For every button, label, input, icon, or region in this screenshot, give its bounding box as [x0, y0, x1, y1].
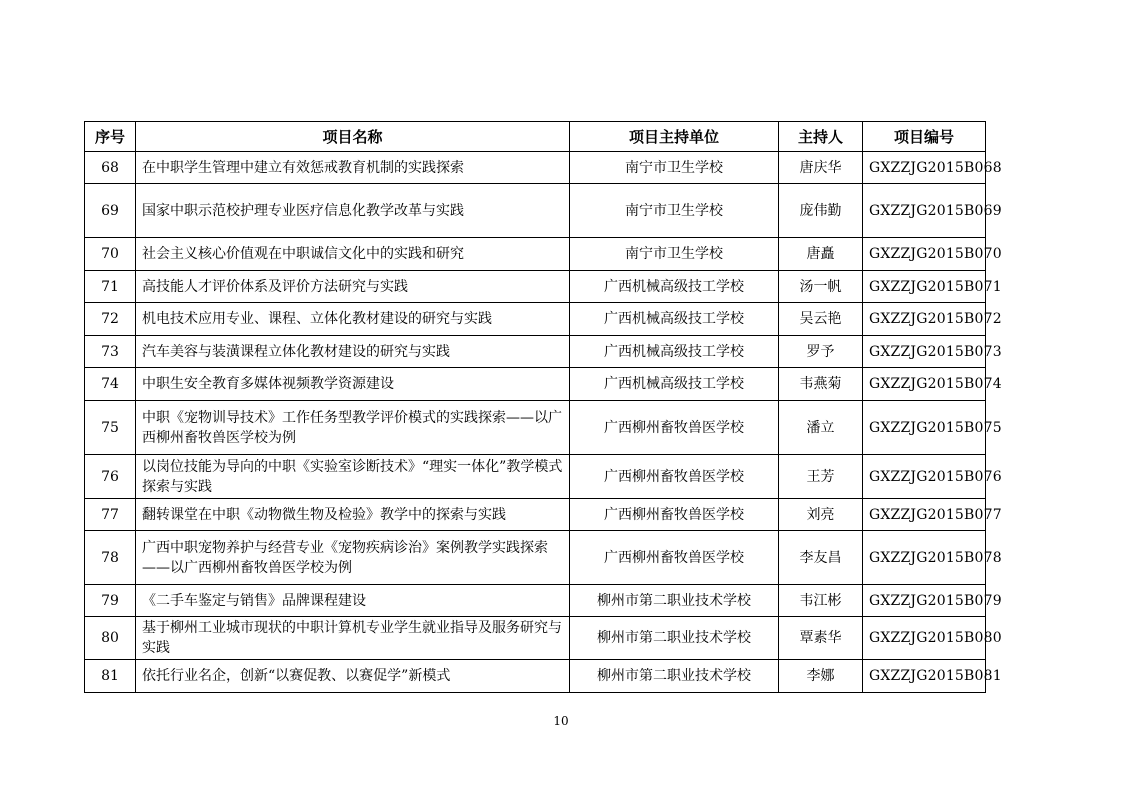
table-header-row	[85, 122, 986, 152]
project-table	[84, 121, 1002, 693]
row-unit: 广西柳州畜牧兽医学校	[570, 401, 779, 455]
row-host: 潘立	[779, 401, 863, 455]
row-code: GXZZJG2015B078	[863, 531, 986, 585]
header-name: 项目名称	[136, 122, 570, 152]
row-code: GXZZJG2015B070	[863, 238, 986, 271]
row-host: 刘亮	[779, 499, 863, 531]
table-row	[85, 531, 986, 585]
row-project-name: 《二手车鉴定与销售》品牌课程建设	[136, 585, 570, 617]
row-unit: 柳州市第二职业技术学校	[570, 617, 779, 660]
row-project-name: 高技能人才评价体系及评价方法研究与实践	[136, 271, 570, 303]
table-row	[85, 660, 986, 693]
table-row	[85, 455, 986, 499]
table-row	[85, 184, 986, 238]
row-project-name: 机电技术应用专业、课程、立体化教材建设的研究与实践	[136, 303, 570, 336]
row-unit: 南宁市卫生学校	[570, 152, 779, 184]
table-row	[85, 368, 986, 401]
row-code: GXZZJG2015B073	[863, 336, 986, 368]
row-code: GXZZJG2015B068	[863, 152, 986, 184]
row-unit: 南宁市卫生学校	[570, 238, 779, 271]
row-host: 韦江彬	[779, 585, 863, 617]
table-row	[85, 499, 986, 531]
row-unit: 南宁市卫生学校	[570, 184, 779, 238]
row-project-name: 在中职学生管理中建立有效惩戒教育机制的实践探索	[136, 152, 570, 184]
row-host: 庞伟勤	[779, 184, 863, 238]
row-project-name: 中职生安全教育多媒体视频教学资源建设	[136, 368, 570, 401]
row-host: 汤一帆	[779, 271, 863, 303]
row-seq: 81	[85, 660, 136, 693]
row-project-name: 国家中职示范校护理专业医疗信息化教学改革与实践	[136, 184, 570, 238]
row-project-name: 广西中职宠物养护与经营专业《宠物疾病诊治》案例教学实践探索——以广西柳州畜牧兽医学校为例	[136, 531, 570, 585]
row-project-name: 社会主义核心价值观在中职诚信文化中的实践和研究	[136, 238, 570, 271]
row-unit: 广西机械高级技工学校	[570, 368, 779, 401]
page-number: 10	[553, 714, 569, 728]
row-seq: 78	[85, 531, 136, 585]
row-host: 唐矗	[779, 238, 863, 271]
row-host: 吴云艳	[779, 303, 863, 336]
header-host: 主持人	[779, 122, 863, 152]
table-row	[85, 585, 986, 617]
row-unit: 广西柳州畜牧兽医学校	[570, 455, 779, 499]
row-unit: 广西柳州畜牧兽医学校	[570, 531, 779, 585]
header-unit: 项目主持单位	[570, 122, 779, 152]
header-code: 项目编号	[863, 122, 986, 152]
row-code: GXZZJG2015B077	[863, 499, 986, 531]
row-seq: 68	[85, 152, 136, 184]
row-project-name: 翻转课堂在中职《动物微生物及检验》教学中的探索与实践	[136, 499, 570, 531]
row-project-name: 汽车美容与装潢课程立体化教材建设的研究与实践	[136, 336, 570, 368]
row-code: GXZZJG2015B081	[863, 660, 986, 693]
row-code: GXZZJG2015B080	[863, 617, 986, 660]
row-host: 覃素华	[779, 617, 863, 660]
row-code: GXZZJG2015B076	[863, 455, 986, 499]
row-host: 李友昌	[779, 531, 863, 585]
row-project-name: 依托行业名企，创新“以赛促教、以赛促学”新模式	[136, 660, 570, 693]
row-seq: 69	[85, 184, 136, 238]
table-row	[85, 303, 986, 336]
row-seq: 70	[85, 238, 136, 271]
row-seq: 72	[85, 303, 136, 336]
table-row	[85, 271, 986, 303]
row-host: 李娜	[779, 660, 863, 693]
row-project-name: 以岗位技能为导向的中职《实验室诊断技术》“理实一体化”教学模式探索与实践	[136, 455, 570, 499]
row-unit: 柳州市第二职业技术学校	[570, 585, 779, 617]
row-code: GXZZJG2015B075	[863, 401, 986, 455]
row-seq: 74	[85, 368, 136, 401]
header-seq: 序号	[85, 122, 136, 152]
table-row	[85, 336, 986, 368]
table-row	[85, 617, 986, 660]
row-project-name: 中职《宠物训导技术》工作任务型教学评价模式的实践探索——以广西柳州畜牧兽医学校为例	[136, 401, 570, 455]
table-row	[85, 238, 986, 271]
row-unit: 广西机械高级技工学校	[570, 271, 779, 303]
row-code: GXZZJG2015B079	[863, 585, 986, 617]
row-unit: 柳州市第二职业技术学校	[570, 660, 779, 693]
row-project-name: 基于柳州工业城市现状的中职计算机专业学生就业指导及服务研究与实践	[136, 617, 570, 660]
table-row	[85, 152, 986, 184]
table-row	[85, 401, 986, 455]
row-seq: 71	[85, 271, 136, 303]
row-host: 唐庆华	[779, 152, 863, 184]
row-seq: 73	[85, 336, 136, 368]
row-host: 王芳	[779, 455, 863, 499]
row-code: GXZZJG2015B074	[863, 368, 986, 401]
row-seq: 79	[85, 585, 136, 617]
row-seq: 76	[85, 455, 136, 499]
row-code: GXZZJG2015B069	[863, 184, 986, 238]
row-host: 韦燕菊	[779, 368, 863, 401]
row-seq: 80	[85, 617, 136, 660]
row-unit: 广西机械高级技工学校	[570, 303, 779, 336]
row-unit: 广西机械高级技工学校	[570, 336, 779, 368]
row-host: 罗予	[779, 336, 863, 368]
row-code: GXZZJG2015B071	[863, 271, 986, 303]
row-unit: 广西柳州畜牧兽医学校	[570, 499, 779, 531]
row-code: GXZZJG2015B072	[863, 303, 986, 336]
row-seq: 77	[85, 499, 136, 531]
row-seq: 75	[85, 401, 136, 455]
